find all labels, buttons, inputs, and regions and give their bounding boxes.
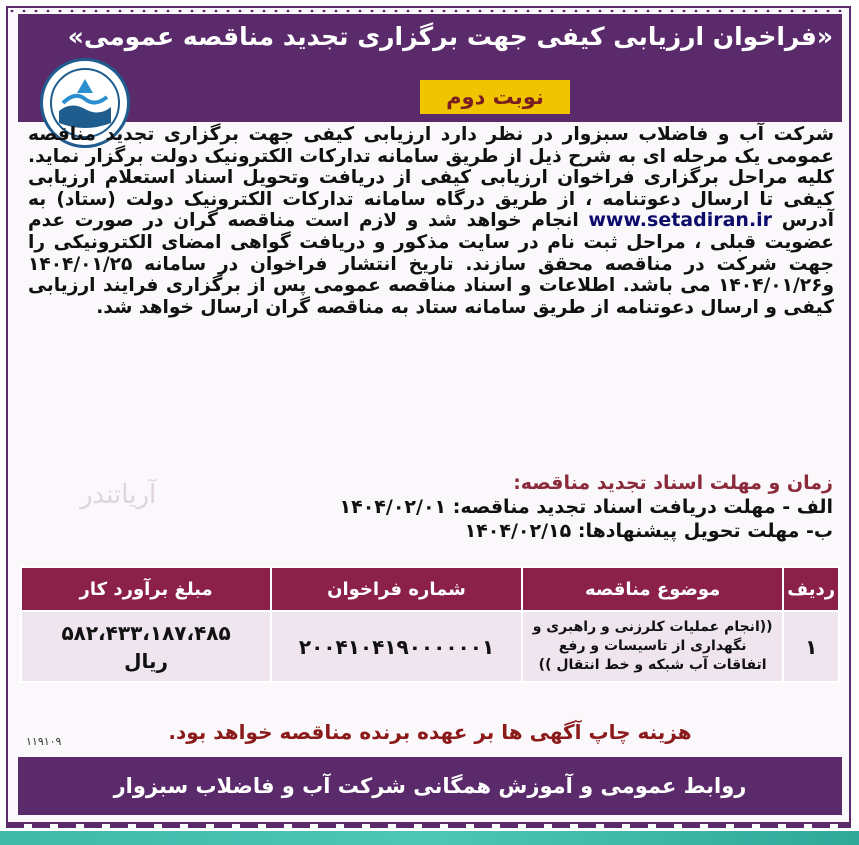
bottom-teal-stripe [0,831,859,845]
header-row-index: ردیف [783,567,839,611]
bottom-dashed-border [6,822,851,828]
body-paragraph-part2: انجام خواهد شد و لازم است مناقصه گران در صورت عدم عضویت قبلی ، مراحل ثبت نام در سایت مذکور و دریافت گواهی امضای الکترونیکی را جهت شرکت در مناقصه محقق سازند. تاریخ انتشار فراخوان در سامانه ۱۴۰۴/۰۱/۲۵ و۱۴۰۴/۰۱/۲۶ می باشد. اطلاعات و اسناد مناقصه عمومی پس از برگزاری فرایند ارزیابی کیفی و ارسال دعوتنامه از طریق سامانه ستاد به مناقصه گران ارسال خواهد شد. [28,210,834,318]
estimate-amount: ۵۸۲،۴۳۳،۱۸۷،۴۸۵ [61,620,231,645]
table-header-row [21,567,839,611]
header-estimate: مبلغ برآورد کار [21,567,271,611]
tender-table [20,566,840,683]
schedule-title: زمان و مهلت اسناد تجدید مناقصه: [513,472,833,494]
footer-banner: روابط عمومی و آموزش همگانی شرکت آب و فاضلاب سبزوار [18,757,842,815]
body-paragraph-part1: شرکت آب و فاضلاب سبزوار در نظر دارد ارزیابی کیفی جهت برگزاری تجدید مناقصه عمومی یک مرحله ای به شرح ذیل از طریق سامانه تدارکات الکترونیک دولت برگزار نماید. کلیه مراحل برگزاری فراخوان ارزیابی کیفی از دریافت وتحویل اسناد استعلام ارزیابی کیفی تا ارسال دعوتنامه ، از طریق درگاه سامانه تدارکات الکترونیک دولت (ستاد) به آدرس [28,124,834,232]
cell-estimate [21,611,271,682]
ad-code: ۱۱۹۱۰۹ [26,735,62,748]
setad-url-link[interactable]: www.setadiran.ir [588,209,773,232]
ad-body-text [28,124,834,318]
schedule-receive-deadline: الف - مهلت دریافت اسناد تجدید مناقصه: ۱۴۰۴/۰۲/۰۱ [339,496,833,518]
printing-cost-note: هزینه چاپ آگهی ها بر عهده برنده مناقصه خواهد بود. [168,720,692,744]
table-row [21,611,839,682]
cell-index: ۱ [783,611,839,682]
cell-call-number: ۲۰۰۴۱۰۴۱۹۰۰۰۰۰۰۱ [271,611,522,682]
cell-subject: ((انجام عملیات کلرزنی و راهبری و نگهداری از تاسیسات و رفع اتفاقات آب شبکه و خط انتقال )) [522,611,784,682]
ad-title: «فراخوان ارزیابی کیفی جهت برگزاری تجدید مناقصه عمومی» [67,22,833,51]
ad-subtitle: نوبت دوم [420,80,570,114]
schedule-section [273,472,833,542]
estimate-unit: ریال [124,648,169,673]
watermark-text: آریاتندر [80,480,157,510]
schedule-submit-deadline: ب- مهلت تحویل پیشنهادها: ۱۴۰۴/۰۲/۱۵ [464,520,833,542]
header-subject: موضوع مناقصه [522,567,784,611]
header-call-number: شماره فراخوان [271,567,522,611]
